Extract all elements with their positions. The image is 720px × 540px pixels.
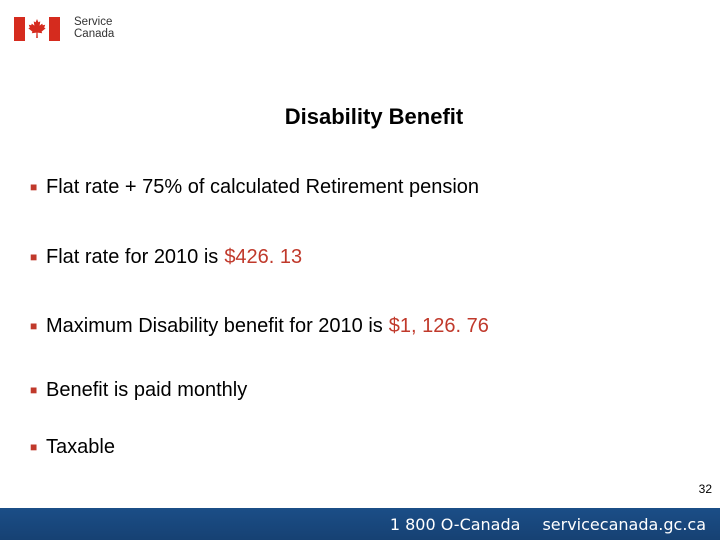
- bullet-marker-icon: ■: [30, 319, 38, 333]
- bullet-marker-icon: ■: [30, 440, 38, 454]
- bullet-marker-icon: ■: [30, 250, 38, 264]
- bullet-item: [30, 246, 302, 269]
- service-canada-wordmark: [74, 16, 114, 40]
- bullet-item: [30, 436, 115, 459]
- bullet-item: [30, 379, 247, 402]
- service-canada-logo: [14, 16, 114, 41]
- maple-leaf-icon: [25, 17, 49, 41]
- bullet-marker-icon: ■: [30, 180, 38, 194]
- wordmark-line-2: Canada: [74, 28, 115, 40]
- footer-website-link[interactable]: servicecanada.gc.ca: [542, 514, 706, 534]
- wordmark-line-1: Service: [74, 16, 113, 28]
- page-number: 32: [698, 482, 712, 496]
- bullet-highlight-value: $426. 13: [224, 246, 303, 268]
- bullet-text: Taxable: [46, 436, 115, 458]
- bullet-text: Maximum Disability benefit for 2010 is: [46, 315, 383, 337]
- canada-flag-icon: [14, 17, 60, 41]
- bullet-text: Flat rate + 75% of calculated Retirement pension: [46, 176, 480, 198]
- slide-title: Disability Benefit: [284, 104, 464, 129]
- bullet-marker-icon: ■: [30, 383, 38, 397]
- footer-bar: [0, 508, 720, 540]
- bullet-highlight-value: $1, 126. 76: [388, 315, 489, 337]
- bullet-text: Flat rate for 2010 is: [46, 246, 219, 268]
- bullet-item: [30, 315, 489, 338]
- bullet-item: [30, 176, 479, 199]
- bullet-text: Benefit is paid monthly: [46, 379, 248, 401]
- footer-phone: 1 800 O-Canada: [389, 514, 521, 534]
